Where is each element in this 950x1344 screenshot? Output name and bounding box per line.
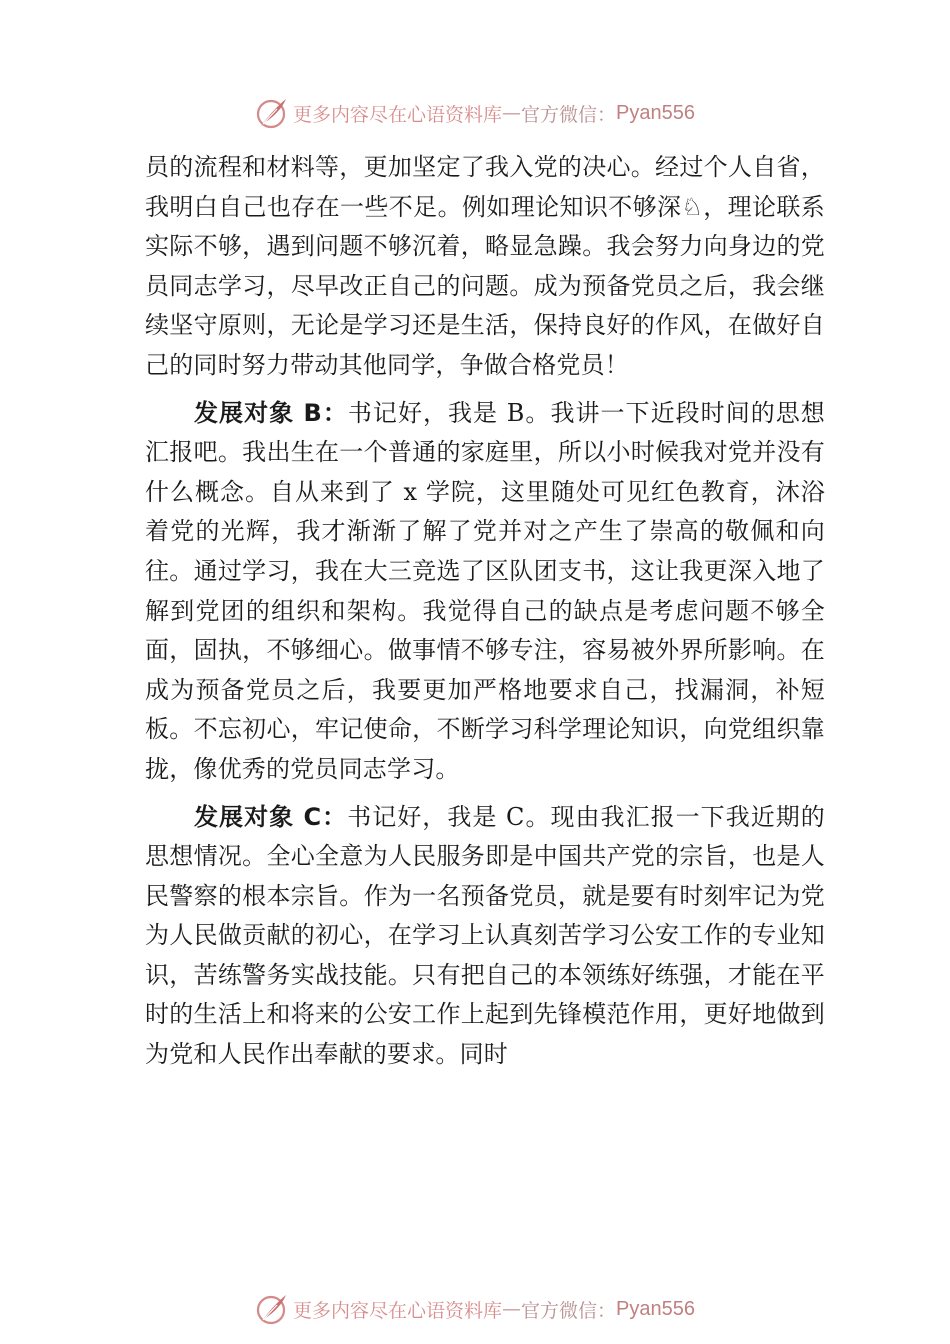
banner-slogan: 更多内容尽在心语资料库 (293, 103, 503, 126)
paragraph-continuation (145, 148, 825, 386)
banner-wechat-label: 官方微信： (521, 103, 617, 126)
paragraph-text: 员的流程和材料等，更加坚定了我入党的决心。经过个人自省，我明白自己也存在一些不足。例如理论知识不够深♘，理论联系实际不够，遇到问题不够沉着，略显急躁。我会努力向身边的党员同志学习，尽早改正自己的问题。成为预备党员之后，我会继续坚守原则，无论是学习还是生活，保持良好的作风，在做好自己的同时努力带动其他同学，争做合格党员！ (145, 153, 825, 379)
quill-circle-logo-icon (255, 1292, 289, 1326)
banner-slogan: 更多内容尽在心语资料库 (293, 1299, 503, 1322)
document-body (145, 148, 825, 1075)
paragraph-text: 书记好，我是 C。现由我汇报一下我近期的思想情况。全心全意为人民服务即是中国共产党的宗旨，也是人民警察的根本宗旨。作为一名预备党员，就是要有时刻牢记为党为人民做贡献的初心，在学习上认真刻苦学习公安工作的专业知识，苦练警务实战技能。只有把自己的本领练好练强，才能在平时的生活上和将来的公安工作上起到先锋模范作用，更好地做到为党和人民作出奉献的要求。同时 (145, 802, 825, 1069)
paragraph-candidate-c (145, 798, 825, 1075)
speaker-label-b: 发展对象 B： (194, 398, 348, 427)
footer-banner (0, 1289, 950, 1329)
banner-wechat-id: Pyan556 (616, 1297, 695, 1320)
banner-wechat-id: Pyan556 (616, 101, 695, 124)
quill-circle-logo-icon (255, 96, 289, 130)
banner-separator: — (502, 102, 522, 124)
banner-wechat-label: 官方微信： (521, 1299, 617, 1322)
paragraph-candidate-b (145, 394, 825, 790)
speaker-label-c: 发展对象 C： (194, 802, 348, 831)
paragraph-text: 书记好，我是 B。我讲一下近段时间的思想汇报吧。我出生在一个普通的家庭里，所以小时候我对党并没有什么概念。自从来到了 x 学院，这里随处可见红色教育，沐浴着党的光辉，我才渐渐了解了党并对之产生了崇高的敬佩和向往。通过学习，我在大三竞选了区队团支书，这让我更深入地了解到党团的组织和架构。我觉得自己的缺点是考虑问题不够全面，固执，不够细心。做事情不够专注，容易被外界所影响。在成为预备党员之后，我要更加严格地要求自己，找漏洞，补短板。不忘初心，牢记使命，不断学习科学理论知识，向党组织靠拢，像优秀的党员同志学习。 (145, 398, 825, 783)
banner-separator: — (502, 1298, 522, 1320)
header-banner (0, 93, 950, 133)
